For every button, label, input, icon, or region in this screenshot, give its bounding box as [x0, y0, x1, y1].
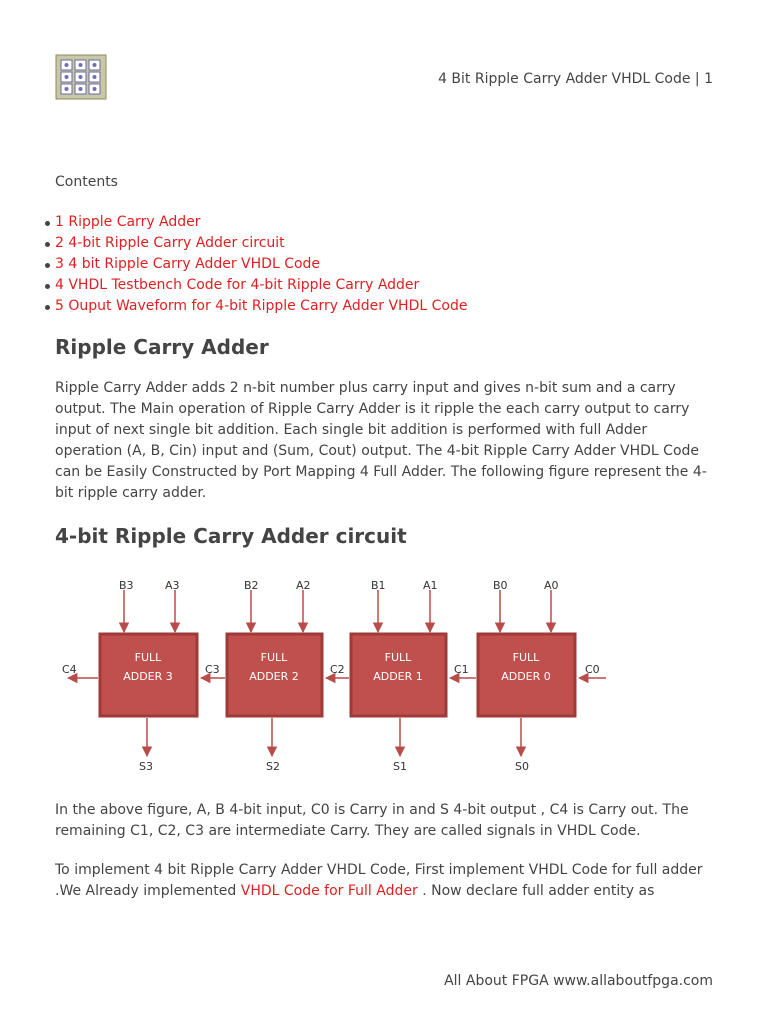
page-footer: All About FPGA www.allaboutfpga.com — [444, 973, 713, 989]
input-a3-label: A3 — [165, 579, 180, 592]
input-a2-label: A2 — [296, 579, 311, 592]
carry-c0-label: C0 — [585, 663, 600, 676]
adder-0-line1: FULL — [512, 651, 540, 664]
intro-paragraph: Ripple Carry Adder adds 2 n-bit number plus carry input and gives n-bit sum and a carry output. The Main operation of Ripple Carry Adder is it ripple the each carry output to carry input of next single bit addition. Each single bit addition is performed with full Adder operation (A, B, Cin) input and (Sum, Cout) output. The 4-bit Ripple Carry Adder VHDL Code can be Easily Constructed by Port Mapping 4 Full Adder. The following figure represent the 4-bit ripple carry adder. — [55, 380, 707, 501]
input-b1-label: B1 — [371, 579, 386, 592]
full-adder-3 — [100, 579, 197, 773]
adder-2-line1: FULL — [260, 651, 288, 664]
carry-c1-label: C1 — [454, 663, 469, 676]
full-adder-vhdl-link[interactable]: VHDL Code for Full Adder — [240, 883, 418, 899]
output-s2-label: S2 — [266, 760, 280, 773]
toc-link-3[interactable]: 3 4 bit Ripple Carry Adder VHDL Code — [55, 254, 467, 275]
adder-3-line1: FULL — [134, 651, 162, 664]
input-a1-label: A1 — [423, 579, 438, 592]
page-header-title: 4 Bit Ripple Carry Adder VHDL Code | 1 — [438, 71, 713, 87]
adder-1-line1: FULL — [384, 651, 412, 664]
section-heading-circuit: 4-bit Ripple Carry Adder circuit — [55, 524, 407, 548]
figure-explanation-paragraph: In the above figure, A, B 4-bit input, C0 is Carry in and S 4-bit output , C4 is Carry out. The remaining C1, C2, C3 are intermediate Carry. They are called signals in VHDL Code. — [55, 802, 689, 839]
input-b3-label: B3 — [119, 579, 134, 592]
table-of-contents — [55, 212, 467, 317]
toc-link-4[interactable]: 4 VHDL Testbench Code for 4-bit Ripple Carry Adder — [55, 275, 467, 296]
output-s1-label: S1 — [393, 760, 407, 773]
full-adder-0 — [478, 579, 575, 773]
contents-label: Contents — [55, 174, 118, 190]
toc-link-1[interactable]: 1 Ripple Carry Adder — [55, 212, 467, 233]
adder-2-line2: ADDER 2 — [249, 670, 299, 683]
full-adder-2 — [227, 579, 322, 773]
adder-1-line2: ADDER 1 — [373, 670, 423, 683]
implementation-text-after: . Now declare full adder entity as — [417, 883, 655, 899]
toc-link-5[interactable]: 5 Ouput Waveform for 4-bit Ripple Carry Adder VHDL Code — [55, 296, 467, 317]
input-a0-label: A0 — [544, 579, 559, 592]
carry-c2-label: C2 — [330, 663, 345, 676]
ripple-carry-adder-diagram — [0, 570, 768, 784]
output-s0-label: S0 — [515, 760, 529, 773]
input-b2-label: B2 — [244, 579, 259, 592]
full-adder-1 — [351, 579, 446, 773]
carry-c4-label: C4 — [62, 663, 77, 676]
site-logo — [55, 54, 107, 100]
adder-0-line2: ADDER 0 — [501, 670, 551, 683]
implementation-paragraph — [55, 860, 715, 902]
input-b0-label: B0 — [493, 579, 508, 592]
carry-c3-label: C3 — [205, 663, 220, 676]
section-heading-ripple-carry-adder: Ripple Carry Adder — [55, 335, 269, 359]
adder-3-line2: ADDER 3 — [123, 670, 173, 683]
output-s3-label: S3 — [139, 760, 153, 773]
implementation-text-before: To implement 4 bit Ripple Carry Adder VHDL Code, First implement VHDL Code for full adder .We Already implemented — [55, 862, 703, 899]
toc-link-2[interactable]: 2 4-bit Ripple Carry Adder circuit — [55, 233, 467, 254]
